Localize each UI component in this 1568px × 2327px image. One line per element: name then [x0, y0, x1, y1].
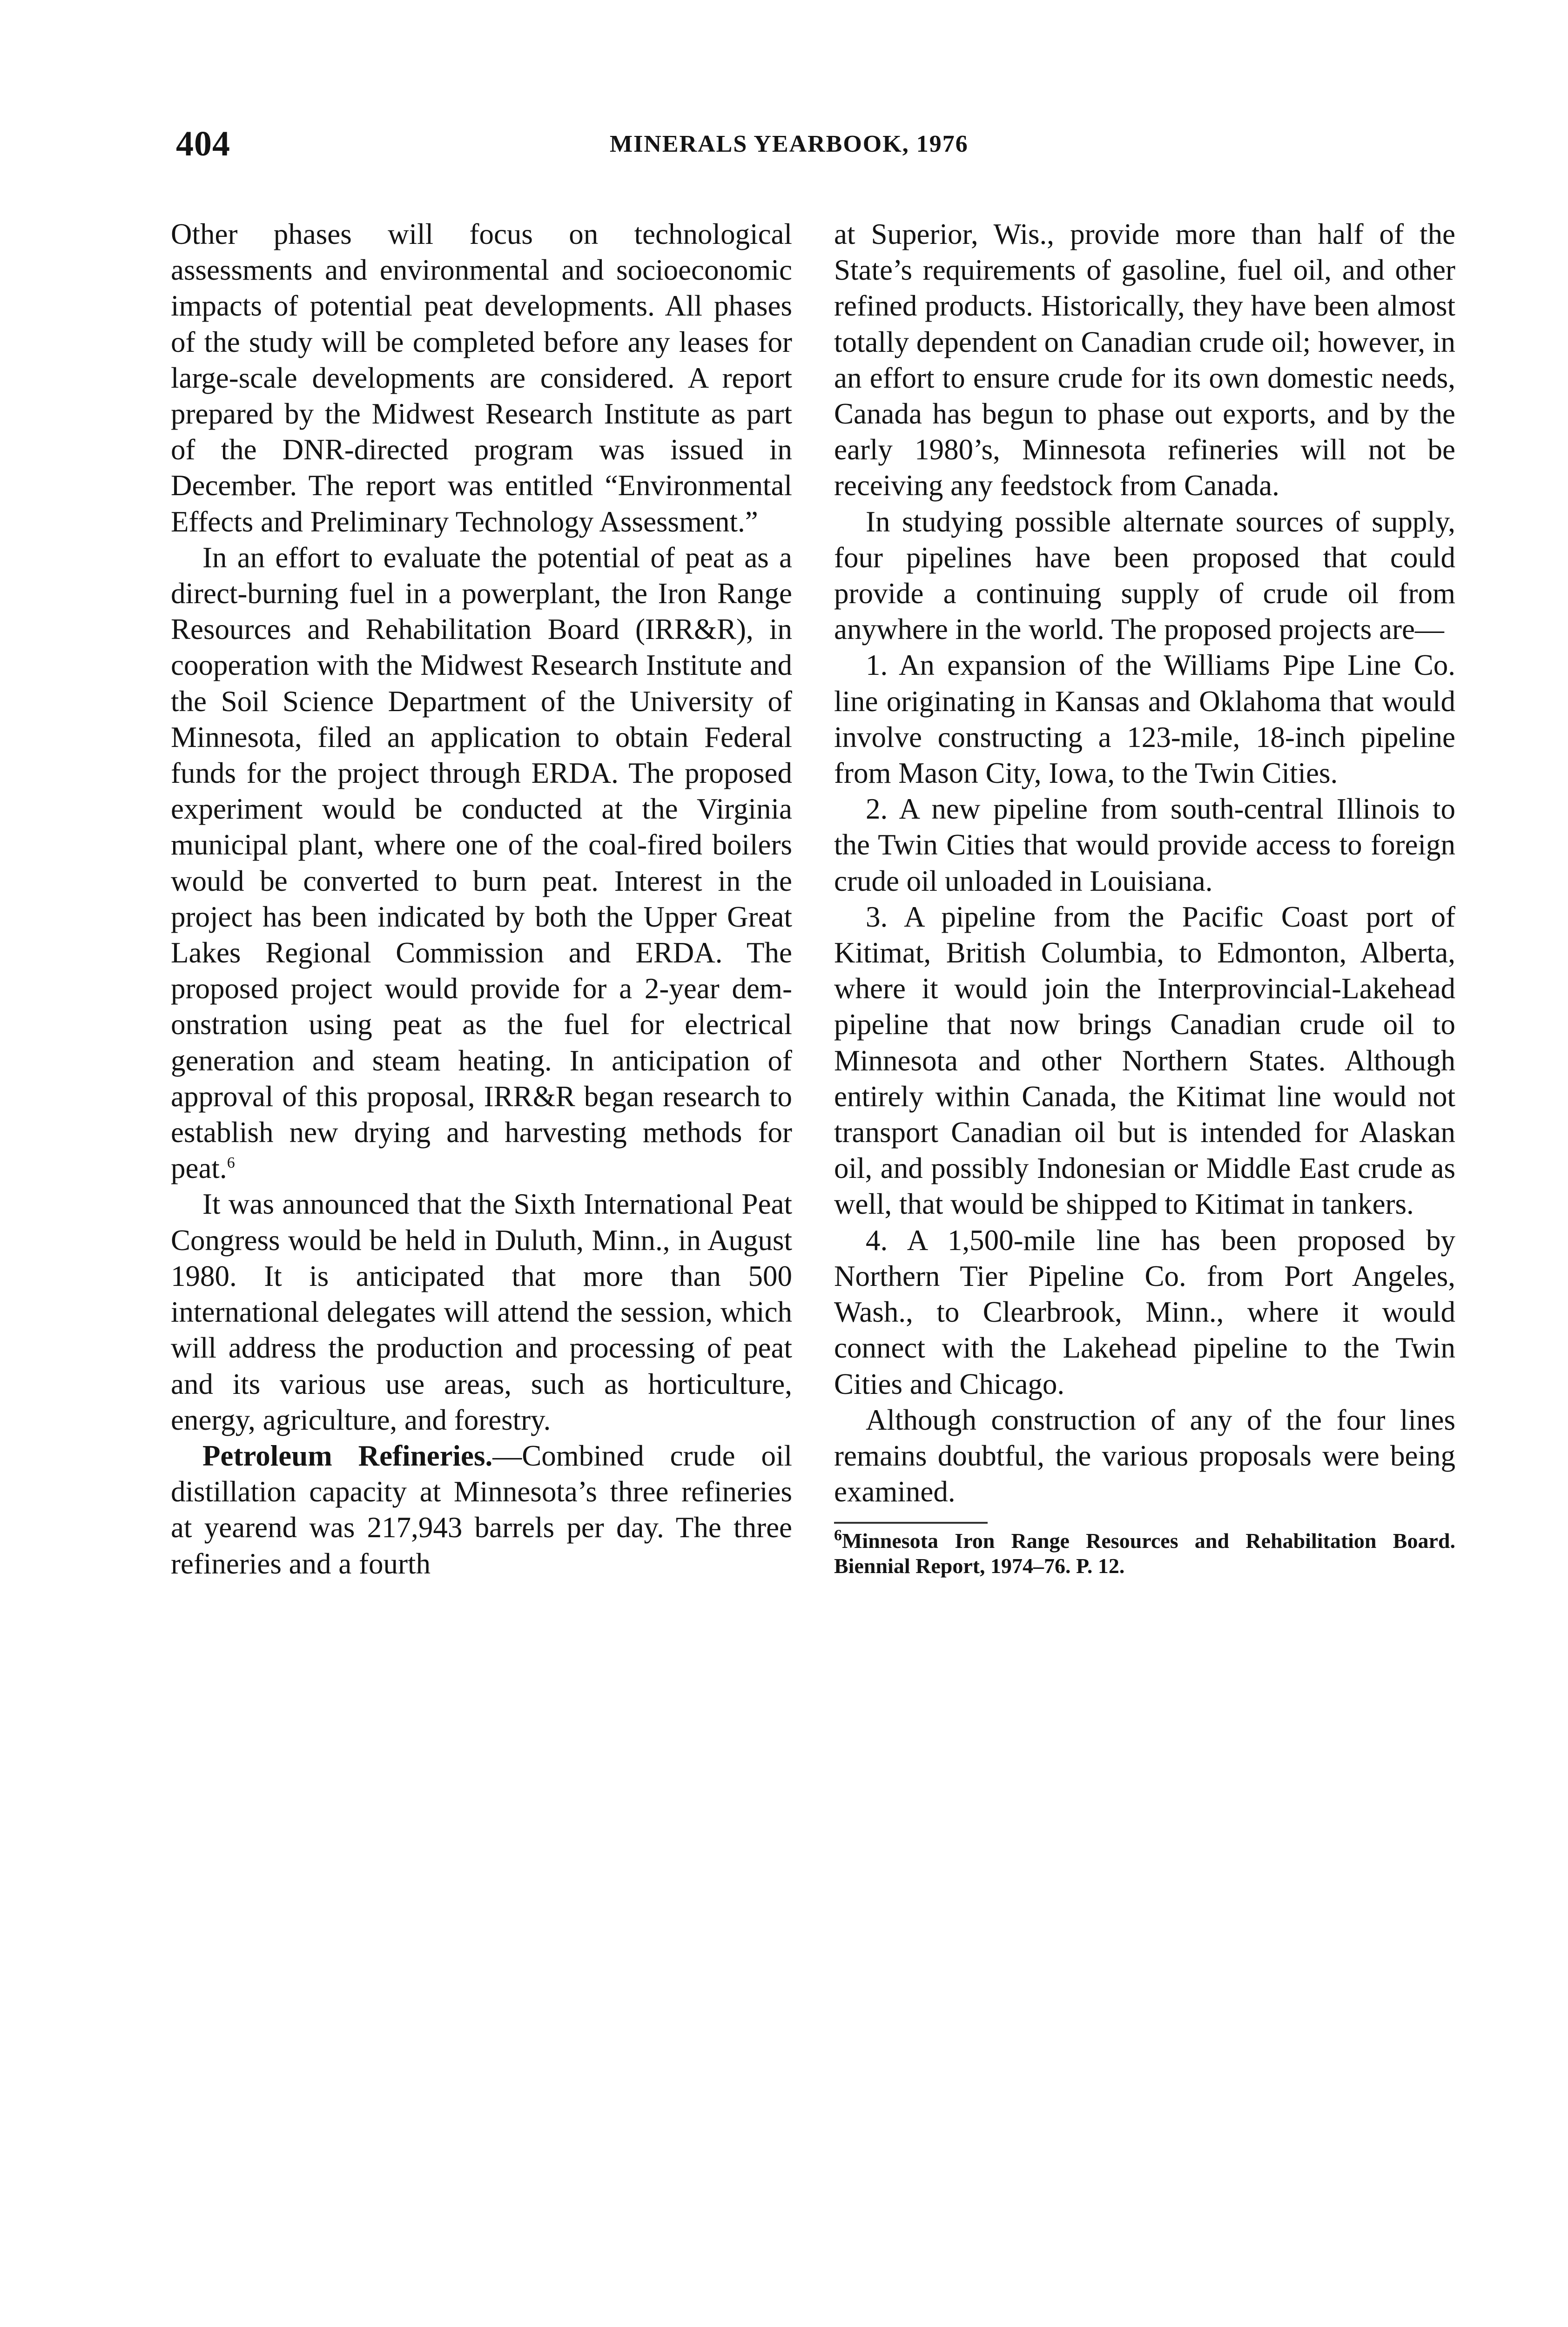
paragraph — [171, 1438, 792, 1582]
list-item — [834, 1223, 1455, 1402]
section-heading: Petroleum Refineries. — [202, 1439, 493, 1472]
paragraph-text: Although construction of any of the four lines remains doubtful, the various proposals were being examined. — [834, 1403, 1455, 1508]
page-number: 404 — [176, 124, 230, 163]
list-item-text: 1. An expansion of the Williams Pipe Line Co. line originating in Kansas and Oklahoma that would involve constructing a 123-mile, 18-inch pipeline from Mason City, Iowa, to the Twin Cities. — [834, 649, 1455, 790]
paragraph — [171, 1186, 792, 1438]
paragraph — [834, 504, 1455, 648]
list-item-text: 3. A pipeline from the Pacific Coast port of Kitimat, British Columbia, to Edmonton, Alberta, where it would join the Interprovincial-Lakehead pipeline that now brings Canadian crude oil to Minnesota and other Northern States. Although entirely within Canada, the Kitimat line would not transport Canadian oil but is intended for Alaskan oil, and possibly Indonesian or Middle East crude as well, that would be shipped to Kitimat in tankers. — [834, 900, 1455, 1221]
footnote — [834, 1528, 1455, 1579]
paragraph-text: It was announced that the Sixth International Peat Congress would be held in Duluth, Minn., in August 1980. It is anticipated that more than 500 international delegates will attend the session, which will address the production and processing of peat and its various use areas, such as horticulture, energy, agriculture, and forestry. — [171, 1188, 792, 1436]
paragraph-text: Other phases will focus on technological assessments and environmental and socioeconomic impacts of potential peat developments. All phases of the study will be completed before any leases for large-scale developments are considered. A report prepared by the Midwest Research Institute as part of the DNR-directed program was issued in December. The report was entitled “Environmental Effects and Preliminary Technology Assessment.” — [171, 218, 792, 538]
paragraph — [834, 216, 1455, 504]
list-item-text: 2. A new pipeline from south-central Illinois to the Twin Cities that would provide access to foreign crude oil unloaded in Louisiana. — [834, 793, 1455, 897]
paragraph — [171, 216, 792, 540]
list-item — [834, 899, 1455, 1223]
footnote-divider — [834, 1522, 988, 1524]
paragraph-text: In studying possible alternate sources of supply, four pipelines have been proposed that could provide a continuing supply of crude oil from anywhere in the world. The proposed projects are— — [834, 505, 1455, 646]
paragraph — [834, 1402, 1455, 1510]
footnote-marker: 6 — [834, 1527, 842, 1544]
paragraph-text: at Superior, Wis., provide more than half of the State’s requirements of gasoline, fuel oil, and other refined products. Historically, they have been almost totally dependent on Canadian crude oil; however, in an effort to ensure crude for its own domestic needs, Canada has begun to phase out exports, and by the early 1980’s, Minnesota refineries will not be receiving any feedstock from Canada. — [834, 218, 1455, 502]
list-item — [834, 791, 1455, 899]
list-item — [834, 647, 1455, 791]
paragraph-text: —Combined crude oil distillation capacity at Minnesota’s three refineries at yearend was 217,943 barrels per day. The three refineries and a fourth — [171, 1439, 792, 1580]
right-column — [834, 216, 1455, 1579]
footnote-reference: 6 — [227, 1154, 235, 1172]
paragraph — [171, 540, 792, 1187]
page-header — [0, 124, 1568, 175]
running-title: MINERALS YEARBOOK, 1976 — [610, 131, 969, 157]
list-item-text: 4. A 1,500-mile line has been proposed by Northern Tier Pipeline Co. from Port Angeles, Wash., to Clearbrook, Minn., where it would connect with the Lakehead pipeline to the Twin Cities and Chicago. — [834, 1224, 1455, 1400]
footnote-text: Minnesota Iron Range Resources and Rehabilitation Board. Biennial Report, 1974–76. P. 12. — [834, 1529, 1455, 1578]
paragraph-text: In an effort to evaluate the potential of peat as a direct-burning fuel in a powerplant, the Iron Range Resources and Rehabilitation Board (IRR&R), in cooperation with the Midwest Research Institute and the Soil Science Department of the University of Minnesota, filed an application to obtain Federal funds for the project through ERDA. The proposed experiment would be conducted at the Virginia municipal plant, where one of the coal-fired boilers would be converted to burn peat. Interest in the project has been indicated by both the Upper Great Lakes Regional Commission and ERDA. The proposed project would provide for a 2-year demonstration using peat as the fuel for electrical generation and steam heating. In anticipation of approval of this proposal, IRR&R began research to establish new drying and harvesting methods for peat. — [171, 541, 792, 1185]
left-column — [171, 216, 792, 1582]
